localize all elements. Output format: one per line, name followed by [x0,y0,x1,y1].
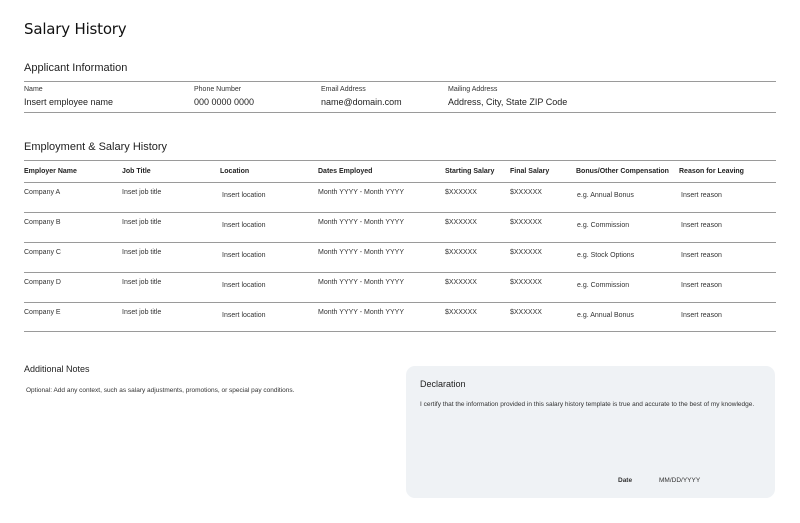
cell-employer-name[interactable]: Company D [24,279,61,286]
email-field[interactable] [321,86,402,107]
cell-location[interactable]: Insert location [222,252,266,259]
phone-label: Phone Number [194,86,242,93]
column-header-final-salary: Final Salary [510,168,550,175]
cell-reason[interactable]: Insert reason [681,282,722,289]
declaration-text: I certify that the information provided in this salary history template is true and accurate to the best of my knowledge. [420,401,755,408]
divider [24,212,776,213]
divider [24,331,776,332]
cell-location[interactable]: Insert location [222,222,266,229]
page-title: Salary History [24,20,127,38]
cell-dates-employed[interactable]: Month YYYY - Month YYYY [318,309,404,316]
cell-location[interactable]: Insert location [222,282,266,289]
cell-reason[interactable]: Insert reason [681,252,722,259]
cell-final-salary[interactable]: $XXXXXX [510,309,542,316]
mailing-address-value[interactable]: Address, City, State ZIP Code [448,97,568,107]
cell-bonus[interactable]: e.g. Annual Bonus [577,192,634,199]
cell-reason[interactable]: Insert reason [681,312,722,319]
cell-location[interactable]: Insert location [222,192,266,199]
mailing-address-field[interactable] [448,86,567,107]
column-header-starting-salary: Starting Salary [445,168,495,175]
cell-location[interactable]: Insert location [222,312,266,319]
cell-starting-salary[interactable]: $XXXXXX [445,279,477,286]
cell-job-title[interactable]: Inset job title [122,189,162,196]
email-value[interactable]: name@domain.com [321,97,402,107]
declaration-panel [406,366,775,498]
cell-bonus[interactable]: e.g. Commission [577,222,630,229]
additional-notes-title: Additional Notes [24,364,90,374]
cell-starting-salary[interactable]: $XXXXXX [445,219,477,226]
column-header-dates-employed: Dates Employed [318,168,373,175]
additional-notes-text[interactable]: Optional: Add any context, such as salary adjustments, promotions, or special pay conditions. [26,387,295,394]
column-header-job-title: Job Title [122,168,151,175]
cell-employer-name[interactable]: Company E [24,309,61,316]
phone-value[interactable]: 000 0000 0000 [194,97,255,107]
cell-job-title[interactable]: Inset job title [122,279,162,286]
divider [24,182,776,183]
date-label: Date [618,477,633,484]
cell-dates-employed[interactable]: Month YYYY - Month YYYY [318,249,404,256]
column-header-reason-for-leaving: Reason for Leaving [679,168,744,175]
cell-dates-employed[interactable]: Month YYYY - Month YYYY [318,189,404,196]
divider [24,302,776,303]
cell-reason[interactable]: Insert reason [681,222,722,229]
cell-dates-employed[interactable]: Month YYYY - Month YYYY [318,279,404,286]
cell-starting-salary[interactable]: $XXXXXX [445,309,477,316]
applicant-section-title: Applicant Information [24,62,128,74]
cell-bonus[interactable]: e.g. Commission [577,282,630,289]
cell-final-salary[interactable]: $XXXXXX [510,189,542,196]
cell-final-salary[interactable]: $XXXXXX [510,279,542,286]
name-field[interactable] [24,86,113,107]
divider [24,112,776,113]
column-header-location: Location [220,168,250,175]
divider [24,81,776,82]
cell-bonus[interactable]: e.g. Stock Options [577,252,635,259]
cell-employer-name[interactable]: Company A [24,189,61,196]
cell-dates-employed[interactable]: Month YYYY - Month YYYY [318,219,404,226]
cell-job-title[interactable]: Inset job title [122,219,162,226]
cell-bonus[interactable]: e.g. Annual Bonus [577,312,634,319]
phone-field[interactable] [194,86,254,107]
email-label: Email Address [321,86,366,93]
cell-reason[interactable]: Insert reason [681,192,722,199]
cell-job-title[interactable]: Inset job title [122,309,162,316]
mailing-address-label: Mailing Address [448,86,498,93]
name-value[interactable]: Insert employee name [24,97,114,107]
cell-starting-salary[interactable]: $XXXXXX [445,249,477,256]
cell-starting-salary[interactable]: $XXXXXX [445,189,477,196]
name-label: Name [24,86,43,93]
date-value[interactable]: MM/DD/YYYY [659,477,701,484]
divider [24,272,776,273]
divider [24,160,776,161]
cell-employer-name[interactable]: Company B [24,219,61,226]
employment-section-title: Employment & Salary History [24,141,168,153]
cell-final-salary[interactable]: $XXXXXX [510,219,542,226]
declaration-title: Declaration [420,379,466,389]
cell-employer-name[interactable]: Company C [24,249,61,256]
column-header-bonus: Bonus/Other Compensation [576,168,669,175]
divider [24,242,776,243]
cell-final-salary[interactable]: $XXXXXX [510,249,542,256]
cell-job-title[interactable]: Inset job title [122,249,162,256]
column-header-employer-name: Employer Name [24,168,77,175]
